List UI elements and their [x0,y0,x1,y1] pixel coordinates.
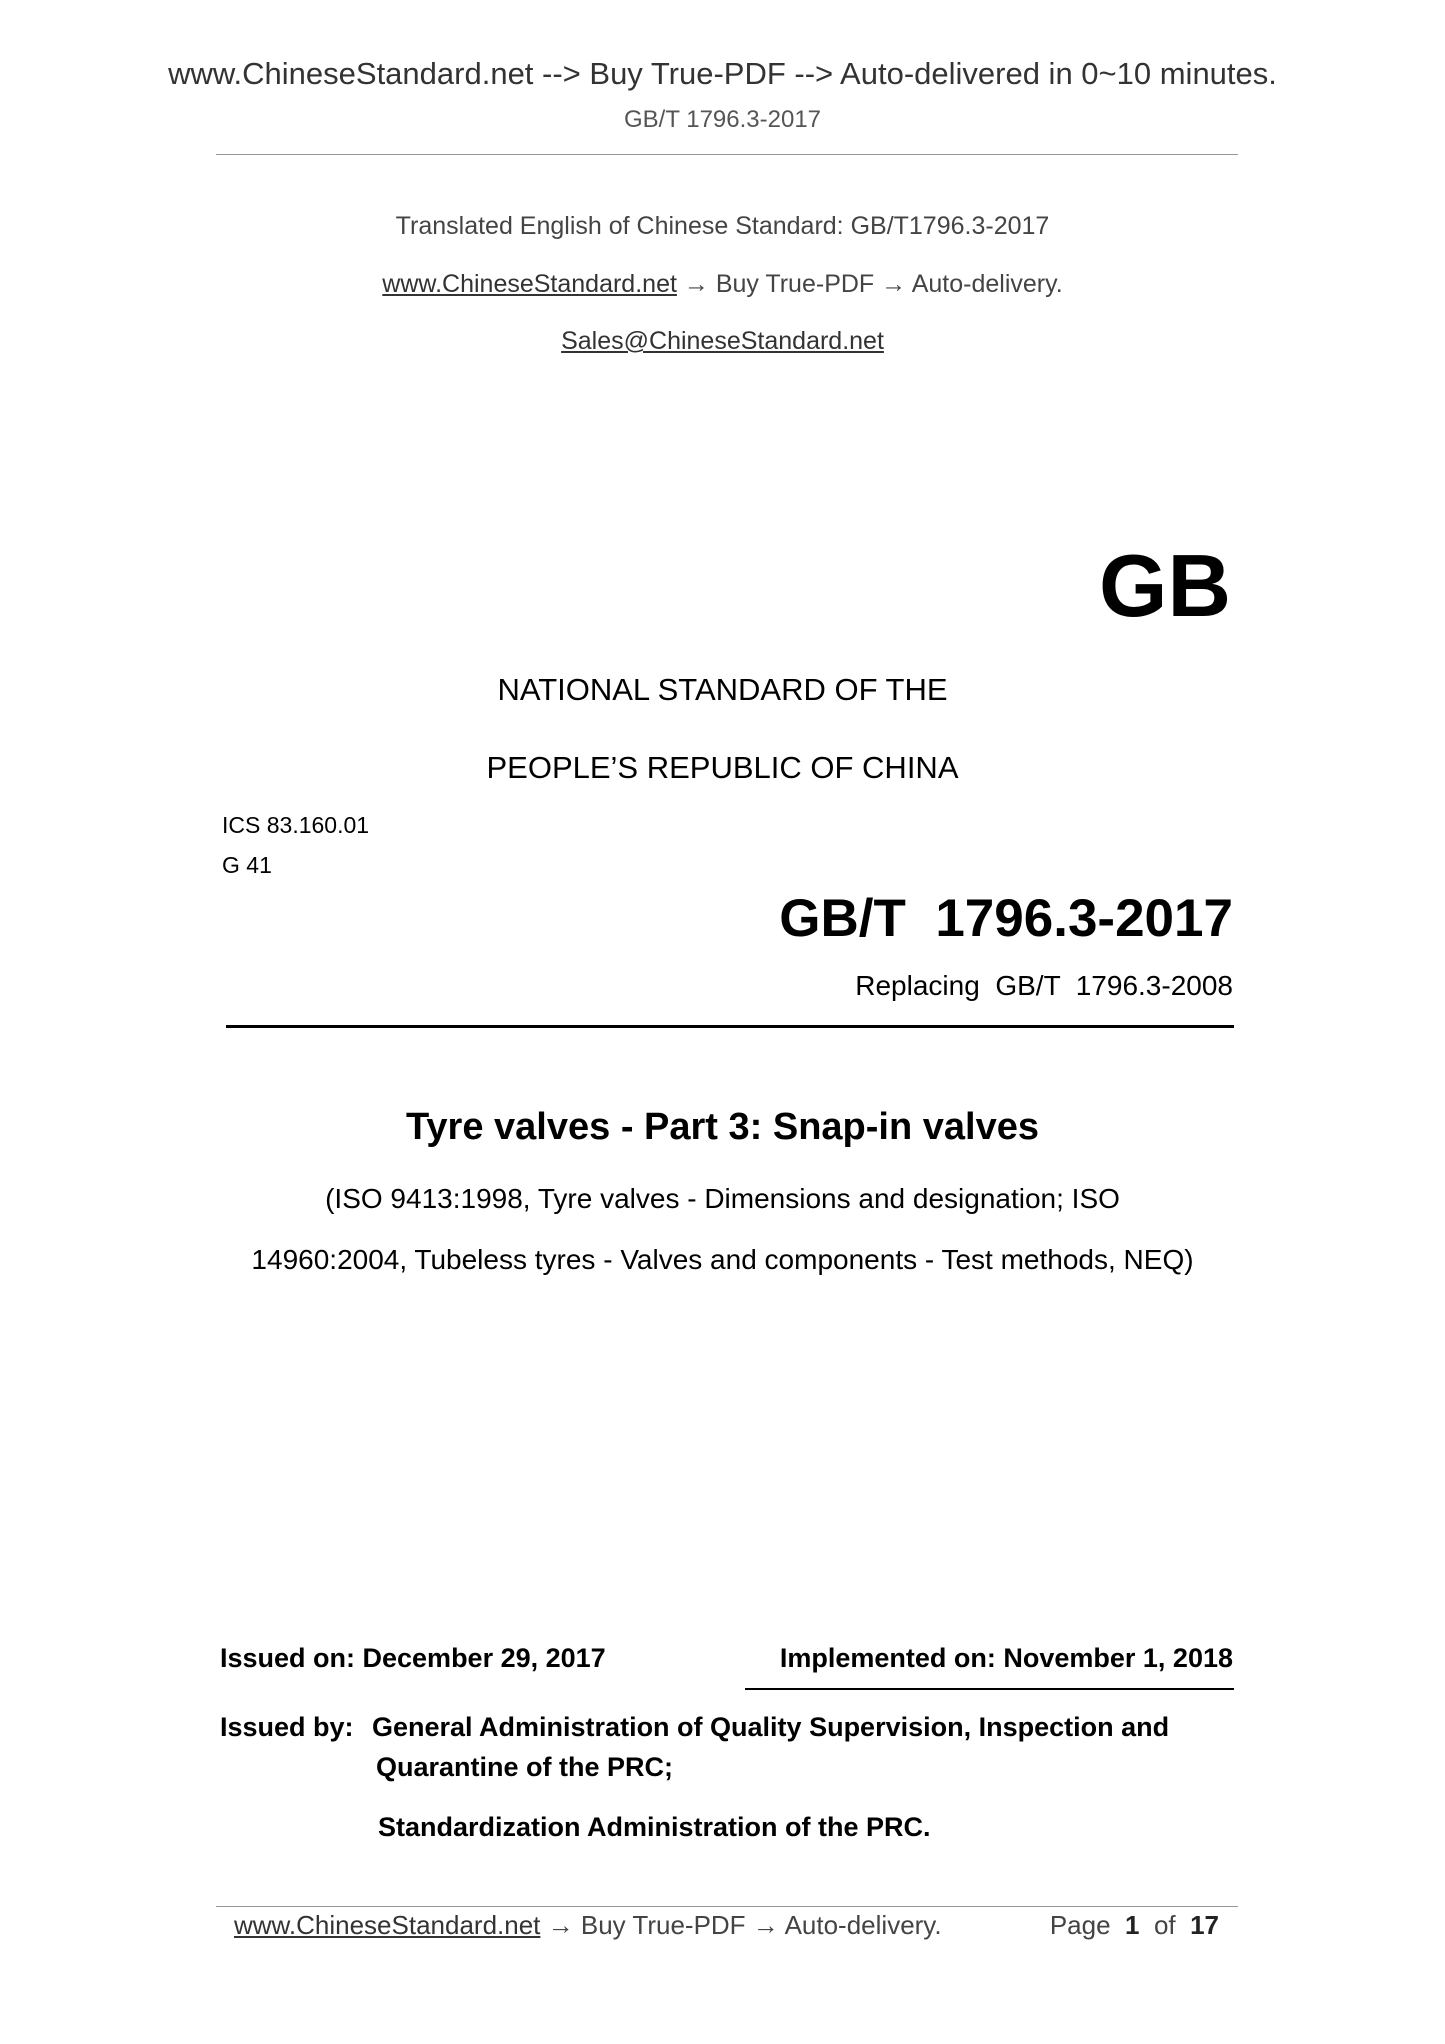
gb-mark: GB [1099,536,1231,635]
issued-by-label: Issued by: [220,1712,354,1742]
top-banner: www.ChineseStandard.net --> Buy True-PDF --> Auto-delivered in 0~10 minutes. [168,56,1277,91]
site-link[interactable]: www.ChineseStandard.net [382,270,677,298]
issuer-2: Standardization Administration of the PRC. [378,1812,931,1842]
classification-code: G 41 [222,852,272,878]
title-divider [226,1025,1234,1028]
delivery-line [0,270,1445,299]
footer-divider [216,1906,1238,1907]
national-standard-line-2: PEOPLE’S REPUBLIC OF CHINA [486,750,959,785]
page-total: 17 [1190,1910,1219,1940]
adoption-line-1: (ISO 9413:1998, Tyre valves - Dimensions and designation; ISO [325,1183,1120,1214]
standard-number: GB/T 1796.3-2017 [779,889,1233,948]
footer-site-link[interactable]: www.ChineseStandard.net [234,1910,541,1940]
page-of: of [1153,1910,1176,1940]
footer-delivery-line [234,1910,942,1941]
page-current: 1 [1125,1910,1140,1940]
header-divider [216,154,1238,155]
replacing-standard: Replacing GB/T 1796.3-2008 [855,970,1233,1001]
ics-code: ICS 83.160.01 [222,812,370,838]
footer-delivery-text: → Buy True-PDF → Auto-delivery. [540,1910,942,1940]
dates-divider [745,1688,1234,1690]
header-standard-code: GB/T 1796.3-2017 [623,106,822,133]
implemented-on-date: Implemented on: November 1, 2018 [779,1643,1233,1673]
adoption-line-2: 14960:2004, Tubeless tyres - Valves and components - Test methods, NEQ) [251,1244,1194,1275]
page-label: Page [1049,1910,1111,1940]
issuer-1-line-1: General Administration of Quality Supervision, Inspection and [372,1712,1170,1742]
sales-email-link[interactable]: Sales@ChineseStandard.net [561,327,884,355]
translated-title: Translated English of Chinese Standard: GB/T1796.3-2017 [395,212,1050,240]
document-title: Tyre valves - Part 3: Snap-in valves [406,1106,1039,1148]
national-standard-line-1: NATIONAL STANDARD OF THE [497,672,948,707]
page-indicator [1050,1910,1219,1941]
issued-on-date: Issued on: December 29, 2017 [220,1643,606,1673]
delivery-text: → Buy True-PDF → Auto-delivery. [676,270,1063,298]
sales-line [0,327,1445,356]
issuer-1-line-2: Quarantine of the PRC; [376,1752,674,1782]
